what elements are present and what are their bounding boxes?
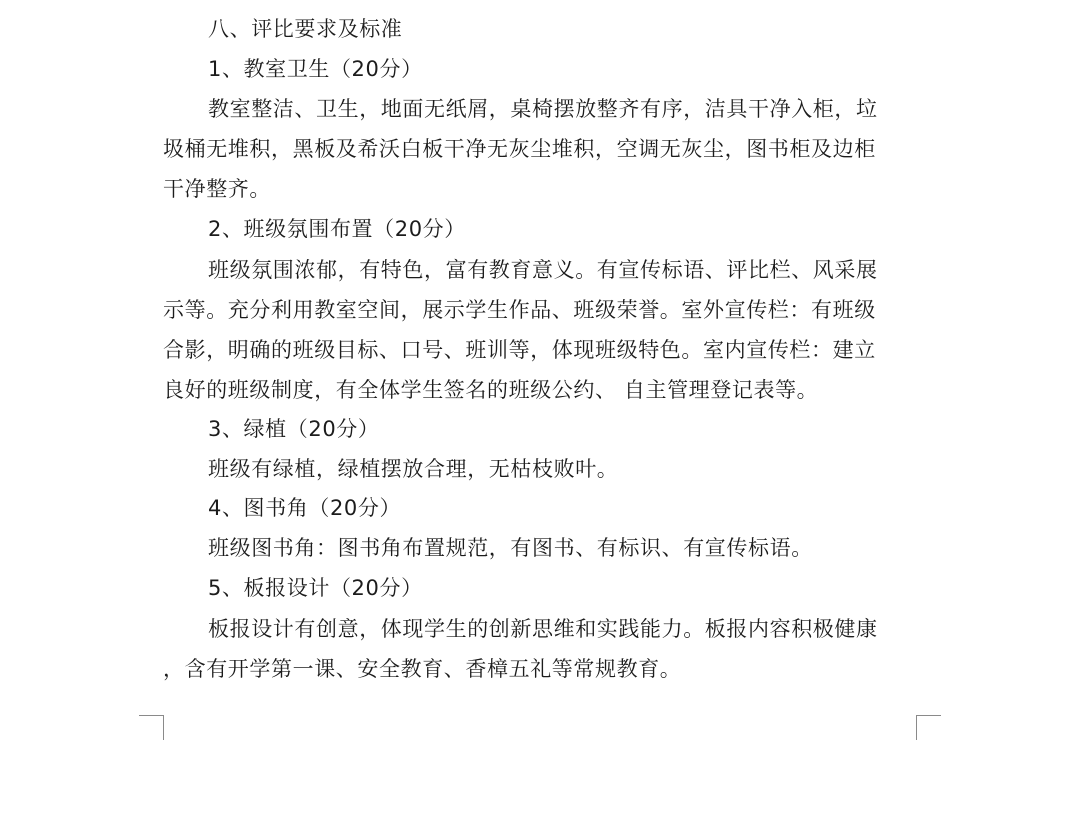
item-title: 5、板报设计（20分）: [208, 576, 423, 600]
paragraph-line: 班级有绿植，绿植摆放合理，无枯枝败叶。: [208, 457, 619, 481]
paragraph-line: 班级氛围浓郁，有特色，富有教育意义。有宣传标语、评比栏、风采展: [208, 258, 878, 282]
paragraph-line: 合影，明确的班级目标、口号、班训等，体现班级特色。室内宣传栏：建立: [163, 338, 876, 362]
paragraph-line: 班级图书角：图书角布置规范，有图书、有标识、有宣传标语。: [208, 536, 813, 560]
item-title: 2、班级氛围布置（20分）: [208, 217, 466, 241]
item-title: 4、图书角（20分）: [208, 496, 402, 520]
page-corner-mark-left: [139, 715, 164, 740]
paragraph-line: 板报设计有创意，体现学生的创新思维和实践能力。板报内容积极健康: [208, 617, 878, 641]
paragraph-line: 干净整齐。: [163, 177, 271, 201]
section-heading: 八、评比要求及标准: [208, 17, 403, 41]
item-title: 3、绿植（20分）: [208, 417, 380, 441]
paragraph-line: ，含有开学第一课、安全教育、香樟五礼等常规教育。: [163, 657, 682, 681]
paragraph-line: 良好的班级制度，有全体学生签名的班级公约、 自主管理登记表等。: [163, 378, 819, 402]
paragraph-line: 圾桶无堆积，黑板及希沃白板干净无灰尘堆积，空调无灰尘，图书柜及边柜: [163, 137, 876, 161]
paragraph-line: 示等。充分利用教室空间，展示学生作品、班级荣誉。室外宣传栏：有班级: [163, 298, 876, 322]
item-title: 1、教室卫生（20分）: [208, 57, 423, 81]
page-corner-mark-right: [916, 715, 941, 740]
paragraph-line: 教室整洁、卫生，地面无纸屑，桌椅摆放整齐有序，洁具干净入柜，垃: [208, 97, 878, 121]
